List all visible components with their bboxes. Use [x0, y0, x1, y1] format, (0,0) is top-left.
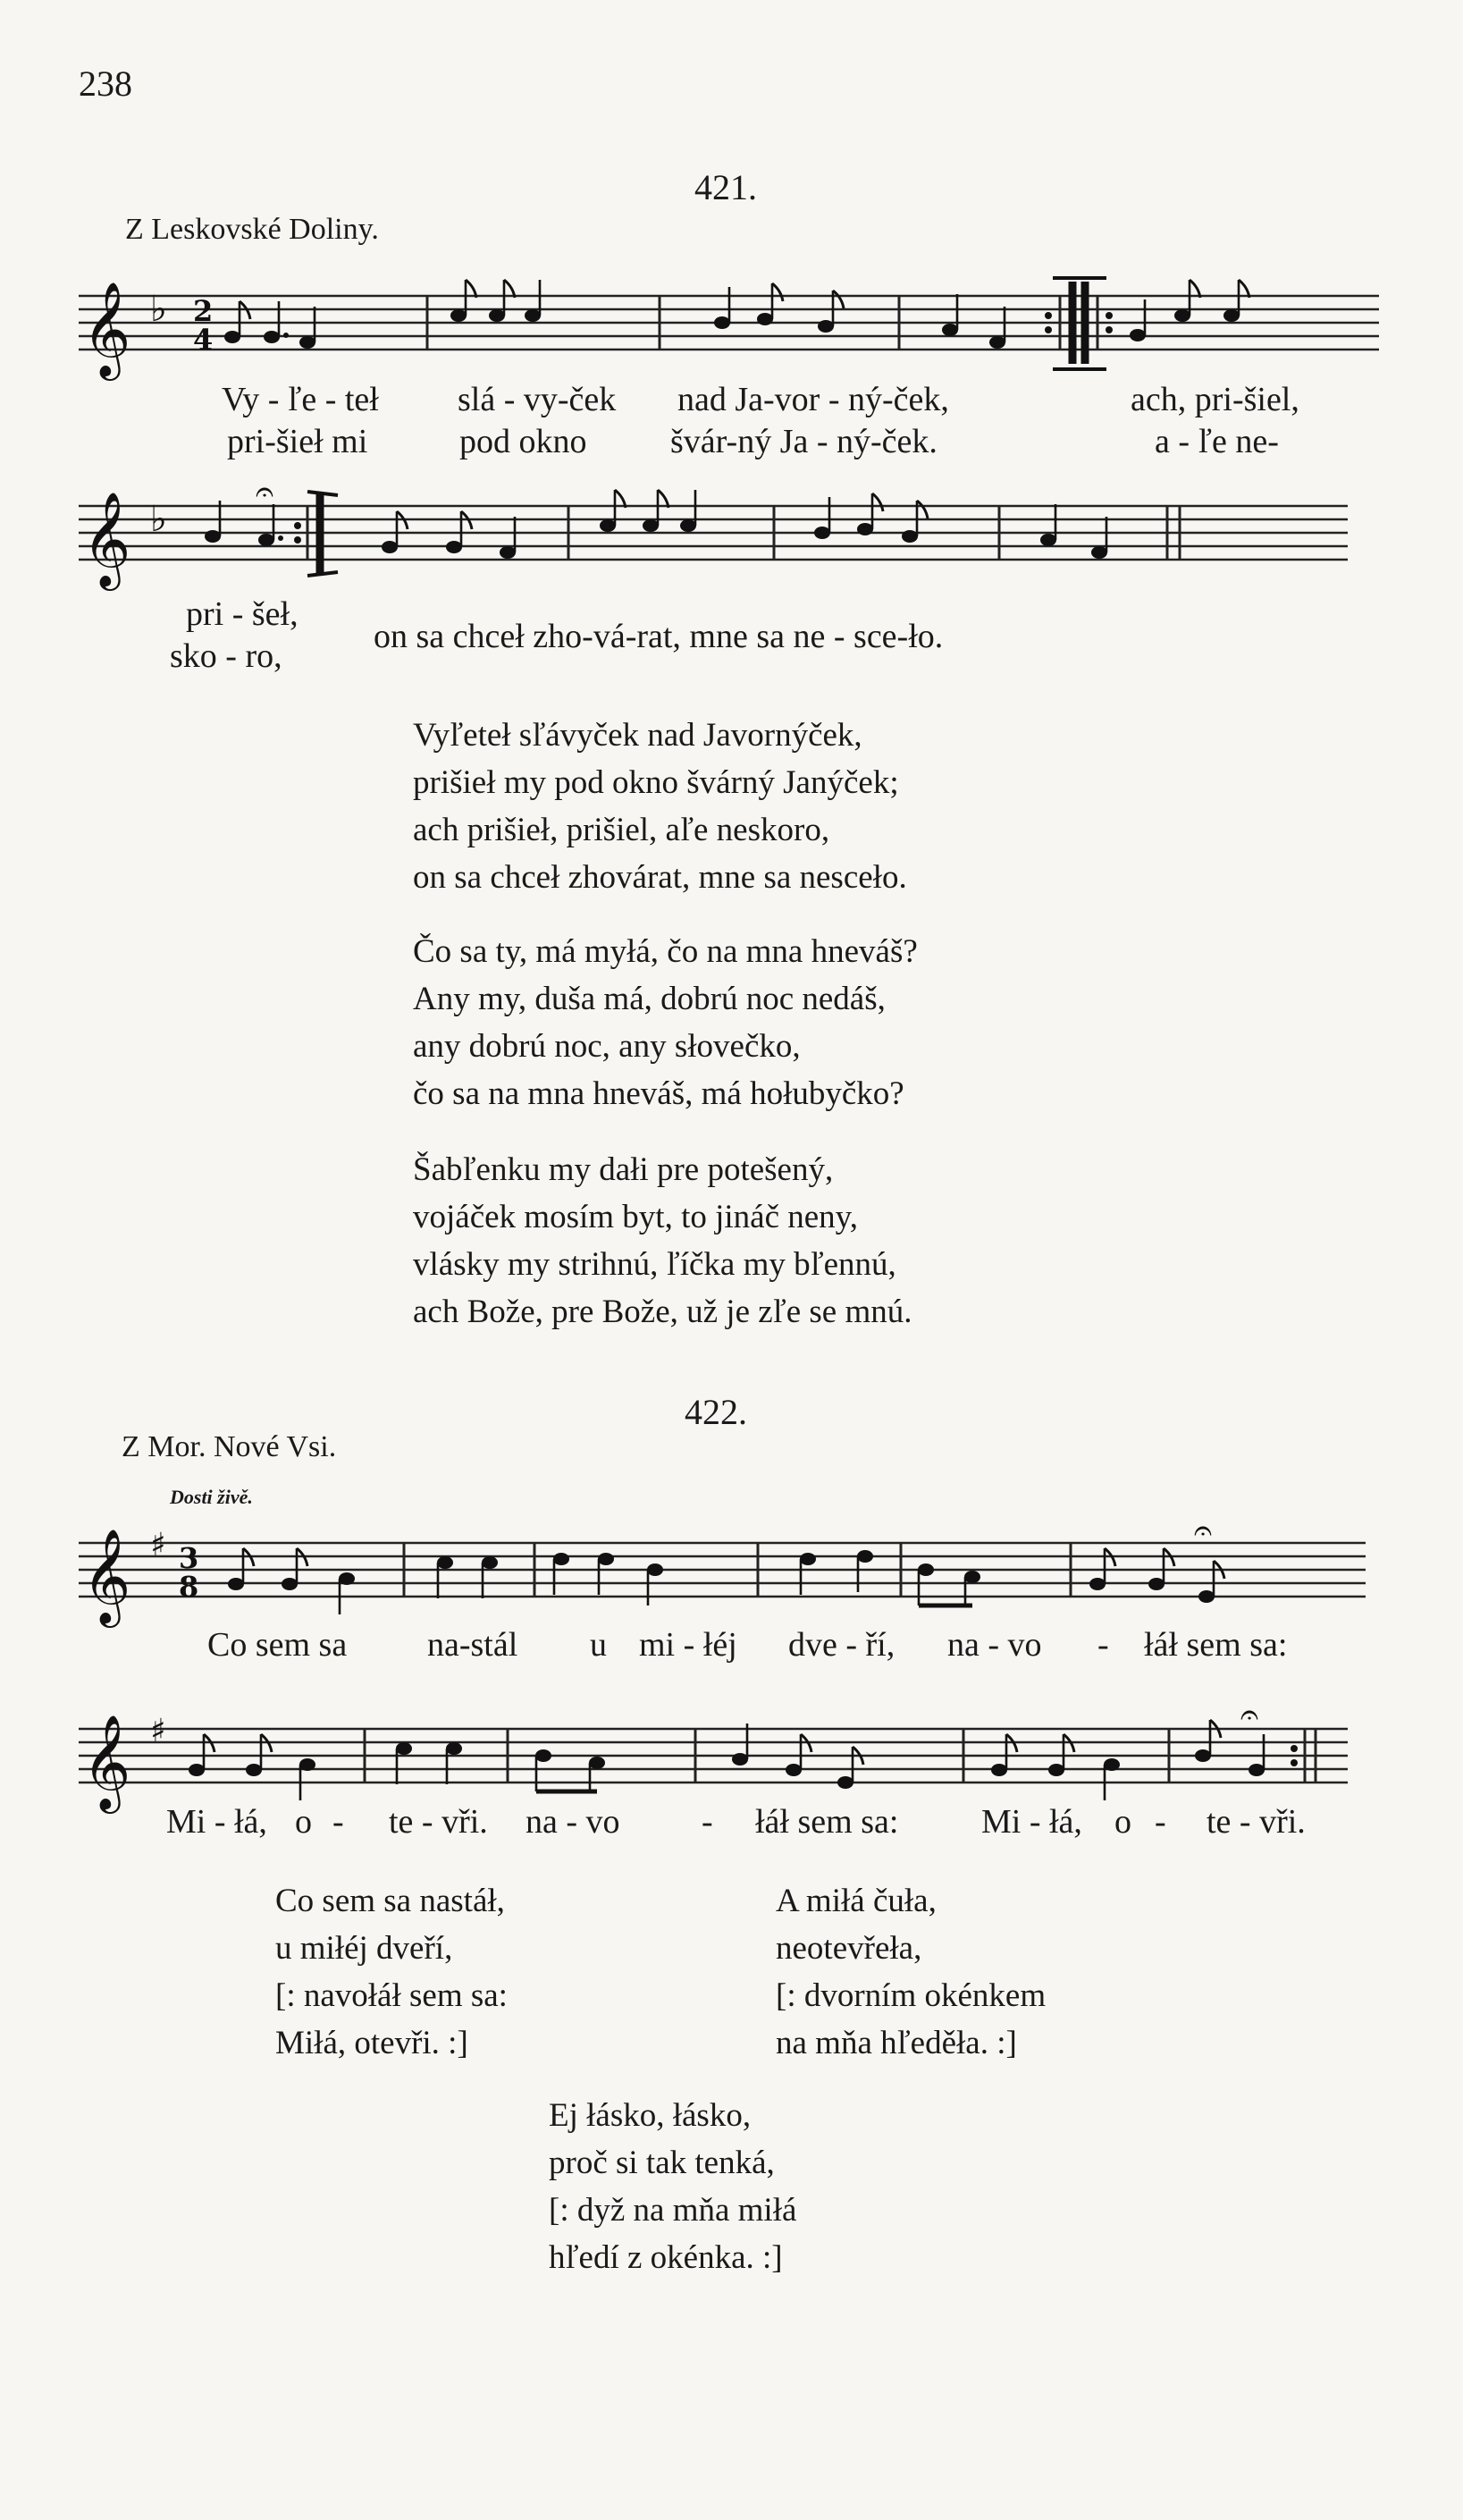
song-number-422: 422. — [685, 1392, 747, 1432]
lyric-syllables: slá - vy-ček — [458, 381, 617, 418]
music-staff-422-2 — [79, 1697, 1383, 1822]
note-group — [189, 1734, 315, 1800]
fermata-icon: 𝄐 — [1194, 1513, 1213, 1549]
lyric-syllables: Co sem sa — [207, 1626, 348, 1664]
lyric-syllables: a - ľe ne- — [1155, 423, 1279, 460]
lyric-syllables: nad Ja-vor - ný-ček, — [677, 381, 949, 418]
flat-sign-icon: ♭ — [150, 499, 167, 540]
verse-line: on sa chceł zhovárat, mne sa nesceło. — [413, 859, 907, 896]
lyric-syllables: na-stál — [427, 1626, 518, 1664]
verse-line: proč si tak tenká, — [549, 2145, 775, 2181]
lyric-syllables: Mi - łá, — [981, 1803, 1082, 1841]
note-group — [600, 490, 696, 532]
lyric-syllables: te - vři. — [389, 1803, 488, 1841]
lyric-syllables: Vy - ľe - teł — [222, 381, 379, 418]
time-signature-top: 2 — [193, 294, 214, 328]
note-group — [991, 1734, 1120, 1800]
song-origin-421: Z Leskovské Doliny. — [125, 213, 379, 246]
music-staff-422-1 — [79, 1513, 1383, 1636]
lyric-syllables: łáł sem sa: — [755, 1803, 899, 1841]
lyric-syllables: Mi - łá, — [166, 1803, 267, 1841]
music-staff-421-1 — [79, 273, 1383, 389]
verse-line: any dobrú noc, any słovečko, — [413, 1028, 801, 1065]
treble-clef-icon: 𝄞 — [82, 1714, 131, 1809]
verse-line: vlásky my strihnú, ľíčka my bľennú, — [413, 1246, 896, 1283]
lyric-syllables: na - vo — [947, 1626, 1042, 1664]
music-staff-421-2 — [79, 474, 1383, 599]
sharp-sign-icon: ♯ — [150, 1713, 166, 1749]
treble-clef-icon: 𝄞 — [82, 281, 131, 376]
verse-line: neotevřeła, — [776, 1930, 922, 1967]
verse-line: A miłá čuła, — [776, 1883, 937, 1919]
note-group — [228, 1548, 355, 1614]
verse-line: u miłéj dveří, — [275, 1930, 453, 1967]
lyric-syllables: - — [1155, 1803, 1166, 1841]
verse-stanza — [549, 2092, 796, 2281]
lyric-syllables: mi - łéj — [639, 1626, 737, 1664]
lyric-syllables: te - vři. — [1207, 1803, 1306, 1841]
verse-line: čo sa na mna hneváš, má hołubyčko? — [413, 1075, 904, 1112]
verse-line: [: dvorním okénkem — [776, 1977, 1047, 2014]
fermata-icon: 𝄐 — [1240, 1697, 1259, 1733]
song-number-421: 421. — [694, 167, 757, 207]
verse-stanza — [413, 712, 907, 901]
verse-line: prišieł my pod okno švárný Janýček; — [413, 764, 899, 801]
lyric-syllables: pod okno — [459, 423, 587, 460]
verse-line: Miłá, otevři. :] — [275, 2025, 468, 2061]
lyric-syllables: o — [295, 1803, 312, 1841]
lyric-syllables: - — [702, 1803, 713, 1841]
verse-line: ach prišieł, prišiel, aľe neskoro, — [413, 812, 830, 848]
note-group — [437, 1556, 498, 1598]
song-origin-422: Z Mor. Nové Vsi. — [122, 1430, 337, 1463]
verse-stanza — [413, 1146, 912, 1336]
verse-line: hľedí z okénka. :] — [549, 2239, 783, 2276]
lyric-syllables: łáł sem sa: — [1144, 1626, 1288, 1664]
lyric-syllables: - — [332, 1803, 344, 1841]
lyric-syllables: sko - ro, — [170, 637, 282, 675]
time-signature-top: 3 — [179, 1541, 199, 1575]
verse-stanza — [413, 928, 918, 1117]
verse-line: Co sem sa nastáł, — [275, 1883, 505, 1919]
verse-stanza — [776, 1877, 1046, 2067]
treble-clef-icon: 𝄞 — [82, 491, 131, 586]
fermata-icon: 𝄐 — [256, 474, 274, 510]
verse-line: na mňa hľeděła. :] — [776, 2025, 1017, 2061]
note-group — [396, 1742, 462, 1784]
verse-line: [: navołáł sem sa: — [275, 1977, 508, 2014]
note-group — [942, 294, 1005, 349]
note-group — [714, 283, 844, 333]
note-group — [814, 493, 928, 543]
verse-line: [: dyž na mňa miłá — [549, 2192, 797, 2229]
lyric-syllables: - — [1097, 1626, 1109, 1664]
note-group — [450, 280, 541, 322]
flat-sign-icon: ♭ — [150, 289, 167, 330]
lyric-syllables: na - vo — [526, 1803, 620, 1841]
lyric-syllables: švár-ný Ja - ný-ček. — [670, 423, 937, 460]
verse-line: Šabľenku my dałi pre potešený, — [413, 1151, 834, 1188]
lyric-syllables: u — [590, 1626, 607, 1664]
verse-line: Čo sa ty, má myłá, čo na mna hneváš? — [413, 933, 918, 970]
verse-line: Vyľeteł sľávyček nad Javornýček, — [413, 717, 862, 754]
time-signature-bottom: 4 — [193, 323, 214, 357]
treble-clef-icon: 𝄞 — [82, 1528, 131, 1623]
sharp-sign-icon: ♯ — [150, 1527, 166, 1563]
lyric-syllables: ach, pri-šiel, — [1131, 381, 1299, 418]
note-group — [1130, 280, 1249, 341]
lyric-syllables: o — [1114, 1803, 1131, 1841]
page-number: 238 — [79, 63, 132, 104]
verse-line: ach Bože, pre Bože, už je zľe se mnú. — [413, 1294, 912, 1330]
note-group — [1040, 504, 1107, 559]
lyric-syllables: dve - ří, — [788, 1626, 895, 1664]
verse-line: vojáček mosím byt, to jináč neny, — [413, 1199, 859, 1235]
lyric-syllables: pri-šieł mi — [227, 423, 368, 460]
verse-line: Any my, duša má, dobrú noc nedáš, — [413, 981, 886, 1017]
time-signature-bottom: 8 — [179, 1570, 199, 1604]
lyric-syllables: pri - šeł, — [186, 595, 298, 633]
verse-line: Ej łásko, łásko, — [549, 2097, 752, 2134]
verse-stanza — [275, 1877, 508, 2067]
tempo-marking: Dosti živě. — [170, 1486, 253, 1508]
lyric-line: on sa chceł zho-vá-rat, mne sa ne - sce-ło. — [374, 618, 944, 655]
